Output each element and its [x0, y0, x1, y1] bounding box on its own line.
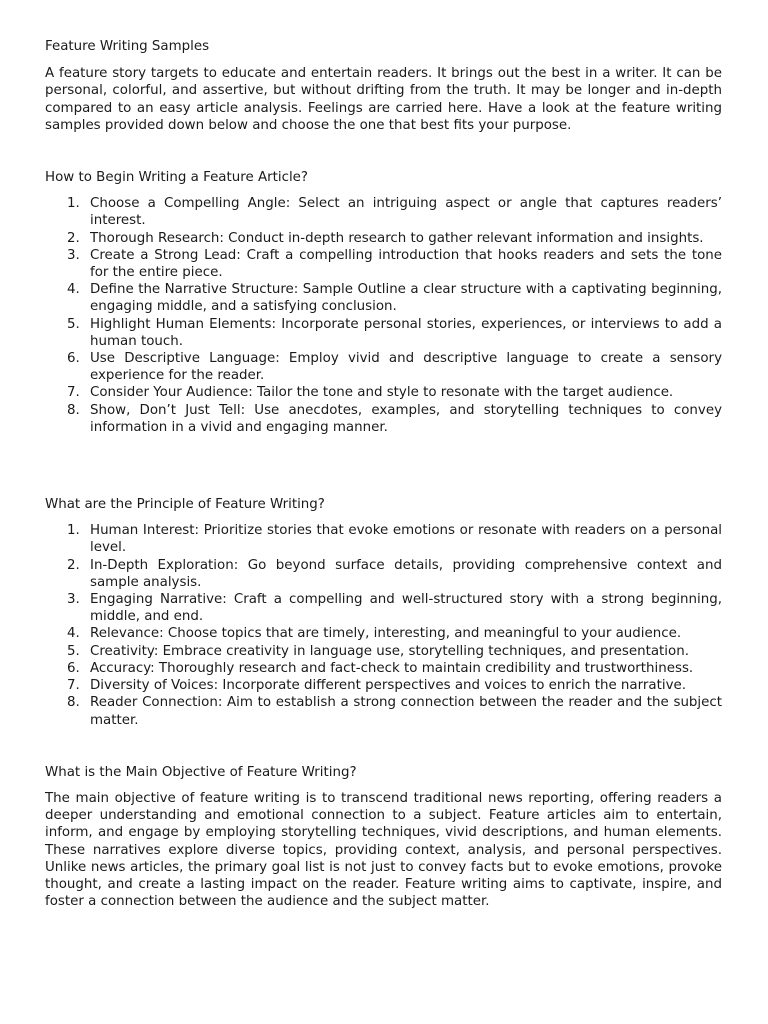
list-item-number: 3. [67, 592, 80, 608]
list-item-text: Highlight Human Elements: Incorporate personal stories, experiences, or interviews to add a human touch. [90, 316, 722, 349]
list-item-number: 8. [67, 695, 80, 711]
list-item-number: 2. [67, 230, 80, 246]
list-item [45, 625, 722, 642]
list-item [45, 643, 722, 660]
list-item-number: 6. [67, 660, 80, 676]
document-title: Feature Writing Samples [45, 39, 210, 54]
list-item-text: Human Interest: Prioritize stories that evoke emotions or resonate with readers on a personal level. [90, 523, 722, 556]
list-item-text: Show, Don’t Just Tell: Use anecdotes, examples, and storytelling techniques to convey information in a vivid and engaging manner. [90, 402, 722, 435]
list-item-number: 3. [67, 247, 80, 263]
list-item-text: Use Descriptive Language: Employ vivid and descriptive language to create a sensory experience for the reader. [90, 351, 722, 384]
list-item-text: Create a Strong Lead: Craft a compelling introduction that hooks readers and sets the tone for the entire piece. [90, 247, 722, 281]
list-item-number: 2. [67, 557, 80, 573]
list-item-text: In-Depth Exploration: Go beyond surface details, providing comprehensive context and sample analysis. [90, 557, 722, 590]
list-item [45, 281, 722, 315]
principles-list [45, 522, 722, 728]
section-heading-begin-writing: How to Begin Writing a Feature Article? [45, 170, 309, 186]
list-item-text: Reader Connection: Aim to establish a strong connection between the reader and the subject matter. [90, 695, 722, 728]
list-item [45, 591, 722, 625]
intro-paragraph: A feature story targets to educate and entertain readers. It brings out the best in a writer. It can be personal, colorful, and assertive, but without drifting from the truth. It may be longer and in-depth compared to an easy article analysis. Feelings are carried here. Have a look at the feature writing samples provided down below and choose the one that best fits your purpose. [45, 66, 722, 133]
list-item-text: Creativity: Embrace creativity in language use, storytelling techniques, and presentation. [90, 643, 689, 659]
list-item [45, 522, 722, 556]
list-item-number: 8. [67, 402, 80, 418]
list-item-number: 7. [67, 678, 80, 694]
list-item-number: 1. [67, 523, 80, 539]
list-item [45, 694, 722, 728]
list-item-number: 7. [67, 385, 80, 401]
section-heading-principles: What are the Principle of Feature Writing? [45, 497, 325, 513]
list-item-text: Relevance: Choose topics that are timely, interesting, and meaningful to your audience. [90, 626, 682, 642]
list-item-text: Accuracy: Thoroughly research and fact-check to maintain credibility and trustworthiness. [90, 660, 694, 676]
list-item [45, 195, 722, 229]
list-item [45, 247, 722, 281]
list-item-text: Choose a Compelling Angle: Select an intriguing aspect or angle that captures readers’ interest. [90, 196, 722, 229]
document-page [45, 38, 722, 910]
list-item [45, 350, 722, 384]
list-item-number: 5. [67, 643, 80, 659]
list-item-text: Thorough Research: Conduct in-depth research to gather relevant information and insights. [90, 230, 704, 246]
list-item-text: Consider Your Audience: Tailor the tone and style to resonate with the target audience. [90, 385, 674, 401]
list-item-text: Define the Narrative Structure: Sample Outline a clear structure with a captivating beginning, engaging middle, and a satisfying conclusion. [90, 282, 722, 315]
list-item-number: 4. [67, 282, 80, 298]
list-item [45, 557, 722, 591]
list-item [45, 677, 722, 694]
list-item-number: 4. [67, 626, 80, 642]
main-objective-paragraph: The main objective of feature writing is to transcend traditional news reporting, offering readers a deeper understanding and emotional connection to a subject. Feature articles aim to entertain, inform, and engage by employing storytelling techniques, vivid descriptions, and human elements. These narratives explore diverse topics, providing context, analysis, and personal perspectives. Unlike news articles, the primary goal list is not just to convey facts but to evoke emotions, provoke thought, and create a lasting impact on the reader. Feature writing aims to captivate, inspire, and foster a connection between the audience and the subject matter. [45, 790, 722, 910]
list-item [45, 660, 722, 677]
list-item [45, 230, 722, 247]
list-item [45, 316, 722, 350]
list-item [45, 402, 722, 436]
begin-writing-list [45, 195, 722, 436]
list-item-text: Engaging Narrative: Craft a compelling and well-structured story with a strong beginning, middle, and end. [90, 592, 722, 625]
section-heading-main-objective: What is the Main Objective of Feature Writing? [45, 764, 357, 780]
list-item-number: 5. [67, 316, 80, 332]
list-item-text: Diversity of Voices: Incorporate different perspectives and voices to enrich the narrative. [90, 678, 686, 694]
list-item [45, 384, 722, 401]
list-item-number: 1. [67, 196, 80, 212]
list-item-number: 6. [67, 351, 80, 367]
